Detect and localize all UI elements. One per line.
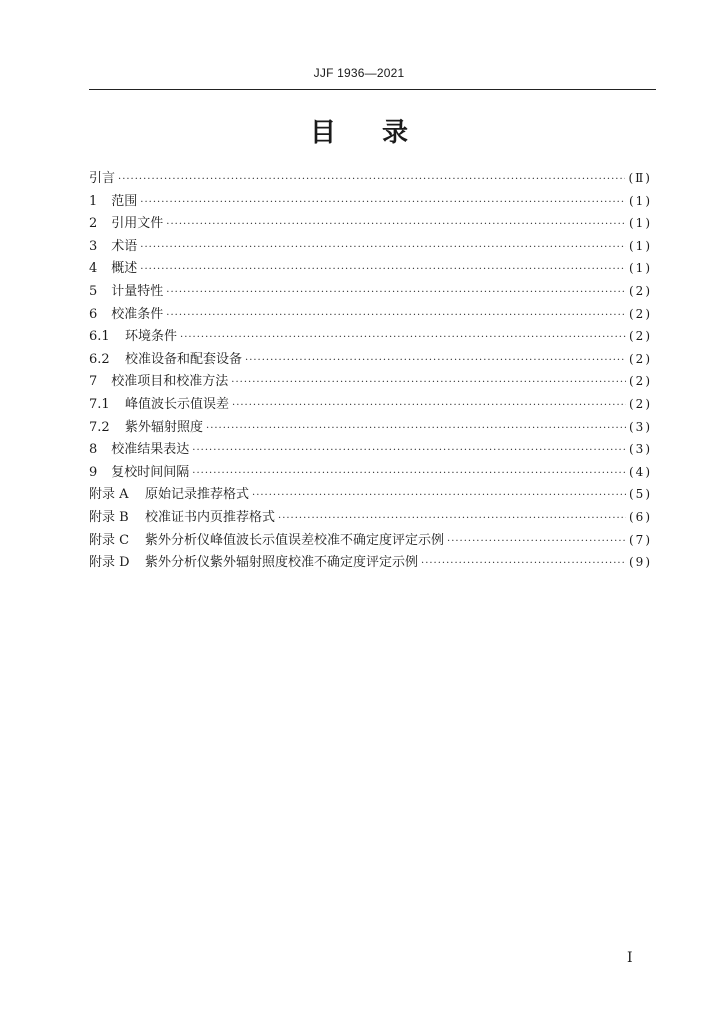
dot-leader [232, 400, 626, 411]
toc-entry[interactable] [89, 257, 652, 280]
toc-entry-title: 概述 [111, 261, 138, 277]
toc-entry-title: 校准设备和配套设备 [125, 351, 243, 367]
toc-entry-page: (1) [629, 261, 652, 276]
toc-entry[interactable] [89, 483, 652, 506]
toc-entry-number: 6.1 [89, 329, 110, 345]
toc-entry[interactable] [89, 370, 652, 393]
toc-entry[interactable] [89, 325, 652, 348]
toc-entry-page: (4) [629, 464, 652, 479]
toc-entry-title: 校准项目和校准方法 [111, 374, 229, 390]
toc-entry-page: (2) [629, 329, 652, 344]
dot-leader [447, 536, 626, 547]
toc-entry[interactable] [89, 506, 652, 529]
toc-entry-title: 引用文件 [111, 216, 164, 232]
dot-leader [166, 287, 626, 298]
dot-leader [180, 332, 626, 343]
toc-entry-page: (9) [629, 555, 652, 570]
toc-entry[interactable] [89, 551, 652, 574]
toc-entry-number: 附录 C [89, 532, 130, 548]
toc-entry[interactable] [89, 416, 652, 439]
toc-entry-number: 6 [89, 306, 98, 322]
toc-entry-page: (3) [629, 442, 652, 457]
toc-entry-page: (3) [629, 419, 652, 434]
toc-entry-title: 紫外分析仪紫外辐射照度校准不确定度评定示例 [145, 555, 419, 571]
toc-entry-page: (2) [629, 306, 652, 321]
toc-entry[interactable] [89, 461, 652, 484]
dot-leader [421, 558, 626, 569]
dot-leader [140, 197, 626, 208]
toc-entry-title: 校准结果表达 [111, 442, 190, 458]
toc-entry[interactable] [89, 280, 652, 303]
toc-entry-number: 3 [89, 238, 98, 254]
toc-entry-number: 9 [89, 464, 98, 480]
toc-entry[interactable] [89, 212, 652, 235]
toc-entry-number: 7 [89, 374, 98, 390]
toc-entry-title: 原始记录推荐格式 [145, 487, 250, 503]
toc-entry-title: 环境条件 [125, 329, 178, 345]
toc-entry-page: (1) [629, 238, 652, 253]
toc-entry-title: 引言 [89, 171, 116, 186]
toc-entry-title: 计量特性 [111, 283, 164, 299]
toc-entry-page: (1) [629, 193, 652, 208]
toc-entry-number: 附录 D [89, 555, 130, 571]
toc-entry-page: (1) [629, 216, 652, 231]
toc-entry[interactable] [89, 529, 652, 552]
table-of-contents [89, 167, 652, 574]
toc-entry-title: 紫外分析仪峰值波长示值误差校准不确定度评定示例 [145, 532, 445, 548]
toc-entry-page: (2) [629, 283, 652, 298]
toc-entry-page: (5) [629, 487, 652, 502]
dot-leader [231, 377, 626, 388]
page-title: 目录 [309, 118, 454, 148]
document-code: JJF 1936—2021 [313, 66, 405, 80]
toc-entry[interactable] [89, 438, 652, 461]
toc-entry-title: 峰值波长示值误差 [125, 396, 230, 412]
toc-entry-number: 7.2 [89, 419, 110, 435]
page-number: I [627, 950, 633, 966]
toc-entry-title: 范围 [111, 193, 138, 209]
toc-entry-page: (2) [629, 374, 652, 389]
toc-entry-number: 1 [89, 193, 98, 209]
dot-leader [245, 355, 626, 366]
toc-entry[interactable] [89, 235, 652, 258]
toc-entry-number: 附录 B [89, 509, 129, 525]
dot-leader [192, 468, 626, 479]
toc-entry[interactable] [89, 190, 652, 213]
toc-entry-number: 4 [89, 261, 98, 277]
toc-entry-page: (6) [629, 509, 652, 524]
toc-entry-number: 2 [89, 216, 98, 232]
dot-leader [166, 310, 626, 321]
toc-entry-title: 复校时间间隔 [111, 464, 190, 480]
dot-leader [140, 242, 626, 253]
dot-leader [140, 264, 626, 275]
toc-entry-number: 附录 A [89, 487, 129, 503]
toc-entry-title: 紫外辐射照度 [125, 419, 204, 435]
toc-entry-page: (Ⅱ) [628, 171, 652, 185]
dot-leader [192, 445, 626, 456]
toc-entry[interactable] [89, 348, 652, 371]
dot-leader [252, 490, 626, 501]
toc-entry-page: (2) [629, 396, 652, 411]
toc-entry-title: 校准条件 [111, 306, 164, 322]
toc-entry[interactable] [89, 167, 652, 190]
dot-leader [278, 513, 626, 524]
header-rule [89, 89, 656, 90]
toc-entry-page: (7) [629, 532, 652, 547]
toc-entry-number: 6.2 [89, 351, 110, 367]
dot-leader [206, 423, 626, 434]
toc-entry-number: 8 [89, 442, 98, 458]
toc-entry[interactable] [89, 303, 652, 326]
toc-entry-number: 7.1 [89, 396, 110, 412]
toc-entry-title: 校准证书内页推荐格式 [145, 509, 276, 525]
toc-entry-page: (2) [629, 351, 652, 366]
toc-entry-number: 5 [89, 283, 98, 299]
dot-leader [118, 174, 625, 185]
toc-entry[interactable] [89, 393, 652, 416]
dot-leader [166, 219, 626, 230]
toc-entry-title: 术语 [111, 238, 138, 254]
